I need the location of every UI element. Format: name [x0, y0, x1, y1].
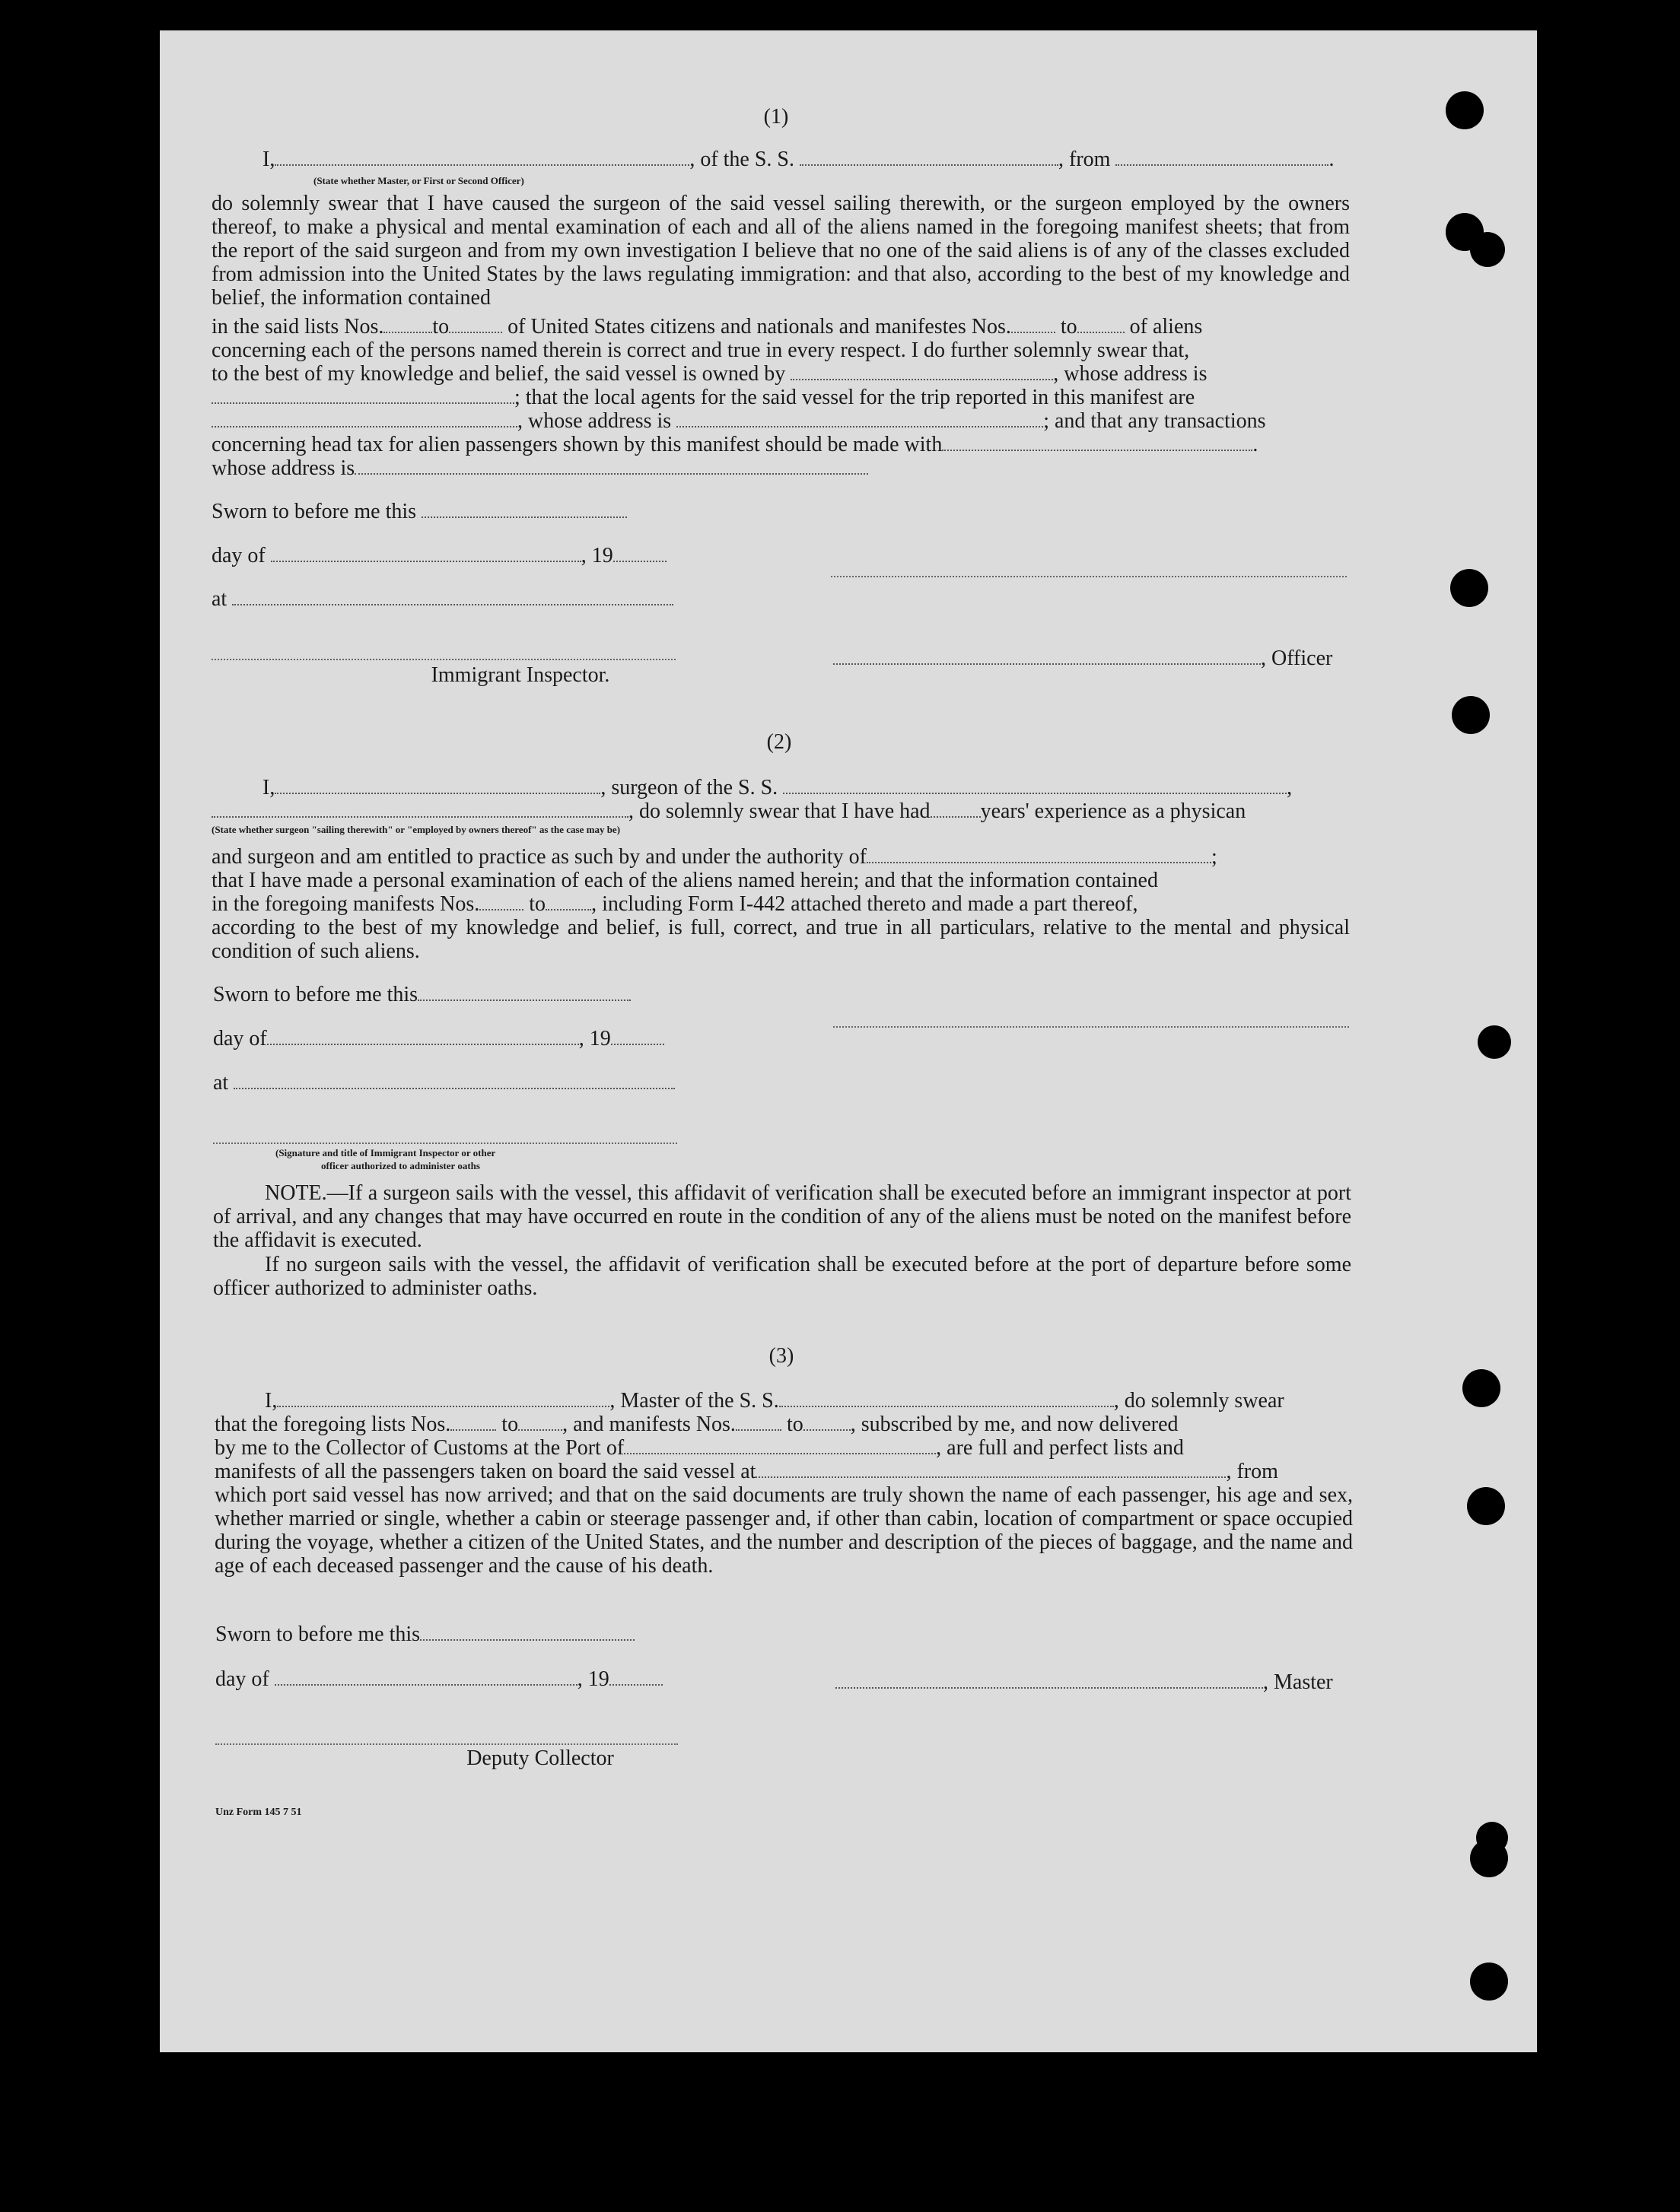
text: I, — [265, 1389, 278, 1413]
text: , from — [1058, 148, 1111, 171]
vessel-name-field[interactable] — [800, 148, 1058, 166]
text: ; that the local agents for the said vessel for the trip reported in this manifest are — [514, 386, 1195, 409]
surgeon-vessel-field[interactable] — [783, 776, 1287, 794]
surgeon-note: (State whether surgeon "sailing therewith" or "employed by owners thereof" as the case may be) — [212, 824, 621, 835]
surgeon-status-field[interactable] — [212, 799, 628, 818]
text: , 19 — [577, 1667, 609, 1691]
text: , Master of the S. S. — [609, 1389, 779, 1413]
text: of United States citizens and nationals and manifestes Nos. — [508, 315, 1011, 338]
month-field[interactable] — [271, 544, 581, 562]
section-1-last-address — [212, 456, 868, 480]
officer-line — [833, 647, 1332, 670]
section-1-lists-line — [212, 315, 1202, 338]
punch-hole — [1450, 569, 1488, 607]
manifest-from-field[interactable] — [736, 1413, 781, 1431]
text: , including Form I-442 attached thereto and made a part thereof, — [591, 892, 1138, 916]
deputy-signature-line[interactable] — [215, 1743, 678, 1745]
text: years' experience as a physican — [980, 799, 1246, 823]
master-signature-field[interactable] — [835, 1670, 1263, 1689]
month-field[interactable] — [267, 1027, 579, 1045]
port-field[interactable] — [624, 1436, 936, 1454]
day-of-line-3 — [215, 1667, 663, 1691]
text: , of the S. S. — [689, 148, 795, 171]
sworn-day-field[interactable] — [418, 983, 631, 1001]
text: day of — [215, 1667, 269, 1691]
text: , 19 — [581, 544, 613, 567]
section-1-owned-line — [212, 362, 1207, 386]
text: to the best of my knowledge and belief, the said vessel is owned by — [212, 362, 786, 386]
sworn-line-3 — [215, 1622, 635, 1646]
signature-note-1: (Signature and title of Immigrant Inspector or other — [275, 1147, 496, 1158]
officer-signature-line[interactable] — [831, 576, 1347, 577]
at-place-field[interactable] — [232, 587, 673, 605]
sworn-line-1 — [212, 500, 627, 523]
text: to — [501, 1413, 519, 1436]
text: . — [1252, 433, 1258, 456]
manifest-from-field[interactable] — [1011, 315, 1055, 333]
section-3-lists — [215, 1413, 1179, 1436]
text: , 19 — [578, 1027, 611, 1050]
manifest-to-field[interactable] — [803, 1413, 851, 1431]
inspector-title: Immigrant Inspector. — [431, 663, 610, 687]
punch-hole — [1476, 1822, 1508, 1854]
day-of-line-1 — [212, 544, 667, 567]
manifest-to-field[interactable] — [1077, 315, 1125, 333]
sworn-day-field[interactable] — [422, 500, 627, 518]
inspector-signature-line-2[interactable] — [213, 1143, 677, 1144]
section-2-line-1 — [262, 776, 1292, 799]
punch-hole — [1478, 1025, 1511, 1059]
day-of-line-2 — [213, 1027, 664, 1050]
surgeon-signature-line[interactable] — [833, 1026, 1349, 1028]
section-1-headtax-line — [212, 433, 1258, 456]
text: Sworn to before me this — [213, 983, 418, 1006]
authority-field[interactable] — [867, 845, 1211, 863]
text: and surgeon and am entitled to practice as such by and under the authority of — [212, 845, 867, 869]
section-3-collector — [215, 1436, 1184, 1460]
year-field[interactable] — [613, 544, 667, 562]
headtax-address-field[interactable] — [355, 456, 868, 475]
year-field[interactable] — [609, 1667, 663, 1686]
punch-hole — [1467, 1487, 1505, 1525]
text: to — [529, 892, 546, 916]
text: in the foregoing manifests Nos. — [212, 892, 480, 916]
text: to — [786, 1413, 803, 1436]
sworn-day-field[interactable] — [420, 1622, 635, 1641]
master-vessel-field[interactable] — [779, 1389, 1114, 1407]
master-line — [835, 1670, 1333, 1694]
section-1-address-line — [212, 409, 1266, 433]
text: I, — [262, 148, 275, 171]
text: by me to the Collector of Customs at the Port of — [215, 1436, 625, 1460]
section-2-line-2 — [212, 799, 1246, 823]
text: I, — [262, 776, 275, 799]
section-2-paragraph-end: according to the best of my knowledge and belief, is full, correct, and true in all particulars, relative to the mental and physical condition of such aliens. — [212, 916, 1350, 963]
headtax-contact-field[interactable] — [942, 433, 1252, 451]
text: , surgeon of the S. S. — [600, 776, 778, 799]
owner-field[interactable] — [791, 362, 1053, 380]
agents-address-field[interactable] — [676, 409, 1043, 427]
note-paragraph-1: NOTE.—If a surgeon sails with the vessel, this affidavit of verification shall be executed before an immigrant inspector at port of arrival, and any changes that may have occurred en route in the condition of any of the aliens must be noted on the manifest before the affidavit is executed. — [213, 1181, 1351, 1252]
at-line-2 — [213, 1071, 675, 1095]
text: , do solemnly swear that I have had — [628, 799, 931, 823]
text: that the foregoing lists Nos. — [215, 1413, 451, 1436]
section-2-manifests — [212, 892, 1138, 916]
owner-address-field[interactable] — [212, 386, 514, 404]
text: , — [1287, 776, 1293, 799]
text: , subscribed by me, and now delivered — [850, 1413, 1179, 1436]
form-id: Unz Form 145 7 51 — [215, 1807, 302, 1818]
surgeon-name-field[interactable] — [275, 776, 600, 794]
text: ; and that any transactions — [1043, 409, 1266, 433]
section-3-paragraph-end: which port said vessel has now arrived; and that on the said documents are truly shown the name of each passenger, his age and sex, whether married or single, whether a cabin or steerage passenger and, if other than cabin, location of compartment or space occupied during the voyage, whether a citizen of the United States, and the number and description of the pieces of baggage, and the name and age of each deceased passenger and the cause of his death. — [215, 1483, 1353, 1578]
at-place-field[interactable] — [234, 1071, 675, 1089]
text: at — [212, 587, 228, 611]
text: , are full and perfect lists and — [936, 1436, 1184, 1460]
section-2-personal: that I have made a personal examination of each of the aliens named herein; and that the information contained — [212, 869, 1158, 892]
text: day of — [213, 1027, 267, 1050]
list-to-field[interactable] — [449, 315, 502, 333]
section-3-number: (3) — [768, 1344, 794, 1368]
master-name-field[interactable] — [277, 1389, 609, 1407]
section-3-line-1 — [265, 1389, 1284, 1413]
text: of aliens — [1129, 315, 1203, 338]
section-3-manifests — [215, 1460, 1278, 1483]
text: in the said lists Nos. — [212, 315, 384, 338]
years-field[interactable] — [931, 799, 981, 818]
officer-name-field[interactable] — [275, 148, 689, 166]
punch-hole — [1462, 1369, 1500, 1407]
list-to-field[interactable] — [518, 1413, 562, 1431]
punch-hole — [1470, 1963, 1508, 2001]
note-paragraph-2: If no surgeon sails with the vessel, the affidavit of verification shall be executed before at the port of departure before some officer authorized to administer oaths. — [213, 1253, 1351, 1300]
text: to — [1060, 315, 1077, 338]
text: , whose address is — [517, 409, 672, 433]
deputy-collector-title: Deputy Collector — [466, 1746, 614, 1770]
manifest-from-field[interactable] — [479, 892, 523, 911]
at-line-1 — [212, 587, 673, 611]
text: , and manifests Nos. — [562, 1413, 736, 1436]
text: ; — [1211, 845, 1217, 869]
section-1-line-1 — [262, 148, 1334, 171]
section-1-number: (1) — [763, 105, 789, 129]
text: , whose address is — [1053, 362, 1208, 386]
text: , do solemnly swear — [1113, 1389, 1284, 1413]
officer-note: (State whether Master, or First or Second Officer) — [313, 175, 524, 186]
punch-hole — [1446, 91, 1484, 129]
text: at — [213, 1071, 229, 1095]
month-field[interactable] — [275, 1667, 578, 1686]
sworn-line-2 — [213, 983, 631, 1006]
text: , Master — [1263, 1670, 1333, 1694]
inspector-signature-line[interactable] — [212, 659, 676, 660]
list-from-field[interactable] — [450, 1413, 496, 1431]
text: . — [1328, 148, 1335, 171]
section-1-concerning: concerning each of the persons named therein is correct and true in every respect. I do further solemnly swear that, — [212, 338, 1190, 362]
agents-field[interactable] — [212, 409, 517, 427]
boarding-port-field[interactable] — [756, 1460, 1226, 1478]
section-2-entitled — [212, 845, 1217, 869]
punch-hole — [1452, 696, 1490, 734]
year-field[interactable] — [611, 1027, 664, 1045]
signature-note-2: officer authorized to administer oaths — [321, 1160, 480, 1171]
manifest-to-field[interactable] — [546, 892, 591, 911]
text: whose address is — [212, 456, 355, 480]
section-1-agents-line — [212, 386, 1195, 409]
from-port-field[interactable] — [1115, 148, 1328, 166]
text: concerning head tax for alien passengers shown by this manifest should be made with — [212, 433, 943, 456]
text: day of — [212, 544, 266, 567]
text: Sworn to before me this — [215, 1622, 421, 1646]
text: , from — [1226, 1460, 1278, 1483]
section-1-paragraph: do solemnly swear that I have caused the surgeon of the said vessel sailing therewith, or the surgeon employed by the owners thereof, to make a physical and mental examination of each and all of the aliens named in the foregoing manifest sheets; that from the report of the said surgeon and from my own investigation I believe that no one of the said aliens is of any of the classes excluded from admission into the United States by the laws regulating immigration: and that also, according to the best of my knowledge and belief, the information contained — [212, 192, 1350, 310]
punch-hole — [1470, 232, 1505, 267]
text: manifests of all the passengers taken on board the said vessel at — [215, 1460, 756, 1483]
text: Sworn to before me this — [212, 500, 417, 523]
text: , Officer — [1261, 647, 1333, 670]
section-2-number: (2) — [766, 730, 792, 754]
officer-signature-field[interactable] — [833, 647, 1261, 665]
list-from-field[interactable] — [383, 315, 432, 333]
text: to — [432, 315, 450, 338]
